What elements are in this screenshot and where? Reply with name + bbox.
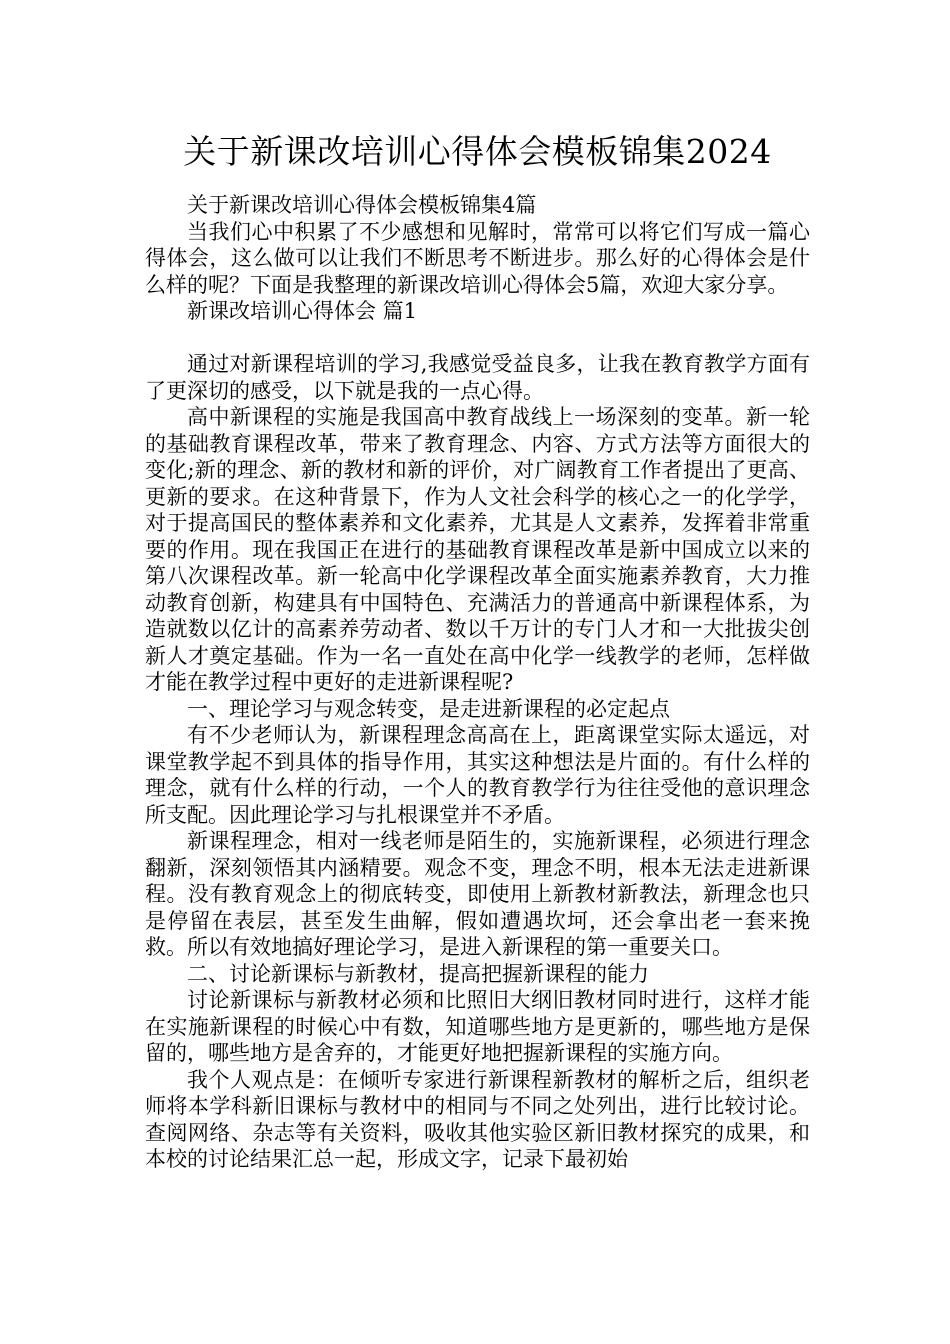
body-paragraph: 新课程理念，相对一线老师是陌生的，实施新课程，必须进行理念翻新，深刻领悟其内涵精要。观念不变，理念不明，根本无法走进新课程。没有教育观念上的彻底转变，即使用上新教材新教法，新理念也只是停留在表层，甚至发生曲解，假如遭遇坎坷，还会拿出老一套来挽救。所以有效地搞好理论学习，是进入新课程的第一重要关口。 (145, 829, 810, 959)
intro-paragraph: 当我们心中积累了不少感想和见解时，常常可以将它们写成一篇心得体会，这么做可以让我们不断思考不断进步。那么好的心得体会是什么样的呢？下面是我整理的新课改培训心得体会5篇，欢迎大家分享。 (145, 219, 810, 297)
document-body (145, 192, 810, 1173)
body-paragraph: 有不少老师认为，新课程理念高高在上，距离课堂实际太遥远，对课堂教学起不到具体的指导作用，其实这种想法是片面的。有什么样的理念，就有什么样的行动，一个人的教育教学行为往往受他的意识理念所支配。因此理论学习与扎根课堂并不矛盾。 (145, 723, 810, 827)
document-title: 关于新课改培训心得体会模板锦集2024 (183, 132, 772, 171)
subtitle-paragraph: 关于新课改培训心得体会模板锦集4篇 (187, 193, 537, 217)
section-heading-theory: 一、理论学习与观念转变，是走进新课程的必定起点 (187, 696, 670, 721)
section-heading-discussion: 二、讨论新课标与新教材，提高把握新课程的能力 (187, 961, 649, 986)
body-paragraph: 讨论新课标与新教材必须和比照旧大纲旧教材同时进行，这样才能在实施新课程的时候心中有数，知道哪些地方是更新的，哪些地方是保留的，哪些地方是舍弃的，才能更好地把握新课程的实施方向。 (145, 988, 810, 1065)
section-heading-part-1: 新课改培训心得体会 篇1 (187, 299, 418, 323)
body-paragraph: 通过对新课程培训的学习,我感觉受益良多，让我在教育教学方面有了更深切的感受，以下就是我的一点心得。 (145, 352, 810, 403)
body-paragraph: 我个人观点是：在倾听专家进行新课程新教材的解析之后，组织老师将本学科新旧课标与教材中的相同与不同之处列出，进行比较讨论。查阅网络、杂志等有关资料，吸收其他实验区新旧教材探究的成果，和本校的讨论结果汇总一起，形成文字，记录下最初始 (145, 1067, 810, 1171)
blank-line (145, 325, 810, 352)
body-paragraph: 高中新课程的实施是我国高中教育战线上一场深刻的变革。新一轮的基础教育课程改革，带来了教育理念、内容、方式方法等方面很大的变化;新的理念、新的教材和新的评价，对广阔教育工作者提出了更高、更新的要求。在这种背景下，作为人文社会科学的核心之一的化学学，对于提高国民的整体素养和文化素养，尤其是人文素养，发挥着非常重要的作用。现在我国正在进行的基础教育课程改革是新中国成立以来的第八次课程改革。新一轮高中化学课程改革全面实施素养教育，大力推动教育创新，构建具有中国特色、充满活力的普通高中新课程体系，为造就数以亿计的高素养劳动者、数以千万计的专门人才和一大批拔尖创新人才奠定基础。作为一名一直处在高中化学一线教学的老师，怎样做才能在教学过程中更好的走进新课程呢? (145, 405, 810, 694)
